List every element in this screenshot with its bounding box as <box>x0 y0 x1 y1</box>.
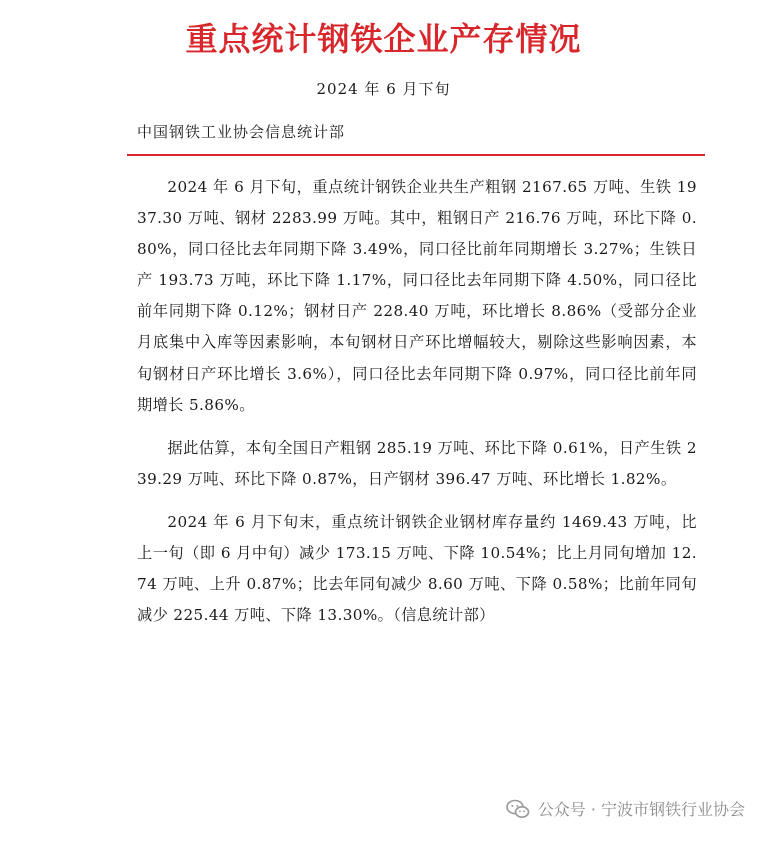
paragraph-production: 2024 年 6 月下旬，重点统计钢铁企业共生产粗钢 2167.65 万吨、生铁 1937.30 万吨、钢材 2283.99 万吨。其中，粗钢日产 216.76 万吨，环比下降 0.80%，同口径比去年同期下降 3.49%，同口径比前年同期增长 3.27%；生铁日产 193.73 万吨，环比下降 1.17%，同口径比去年同期下降 4.50%，同口径比前年同期下降 0.12%；钢材日产 228.40 万吨，环比增长 8.86%（受部分企业月底集中入库等因素影响，本旬钢材日产环比增幅较大，剔除这些影响因素，本旬钢材日产环比增长 3.6%），同口径比去年同期下降 0.97%，同口径比前年同期增长 5.86%。 <box>137 178 697 414</box>
document-title: 重点统计钢铁企业产存情况 <box>185 20 582 58</box>
watermark <box>506 797 745 820</box>
document-date: 2024 年 6 月下旬 <box>316 80 451 98</box>
wechat-icon <box>506 799 530 819</box>
paragraph-inventory: 2024 年 6 月下旬末，重点统计钢铁企业钢材库存量约 1469.43 万吨，比上一旬（即 6 月中旬）减少 173.15 万吨、下降 10.54%；比上月同旬增加 12.74 万吨、上升 0.87%；比去年同旬减少 8.60 万吨、下降 0.58%；比前年同旬减少 225.44 万吨、下降 13.30%。（信息统计部） <box>137 512 697 625</box>
paragraph-national-estimate: 据此估算，本旬全国日产粗钢 285.19 万吨、环比下降 0.61%，日产生铁 239.29 万吨、环比下降 0.87%，日产钢材 396.47 万吨、环比增长 1.82%。 <box>137 438 697 488</box>
header-divider <box>127 154 705 156</box>
document-body <box>137 172 697 643</box>
issuing-department: 中国钢铁工业协会信息统计部 <box>137 123 346 141</box>
watermark-text: 公众号 · 宁波市钢铁行业协会 <box>537 800 745 819</box>
